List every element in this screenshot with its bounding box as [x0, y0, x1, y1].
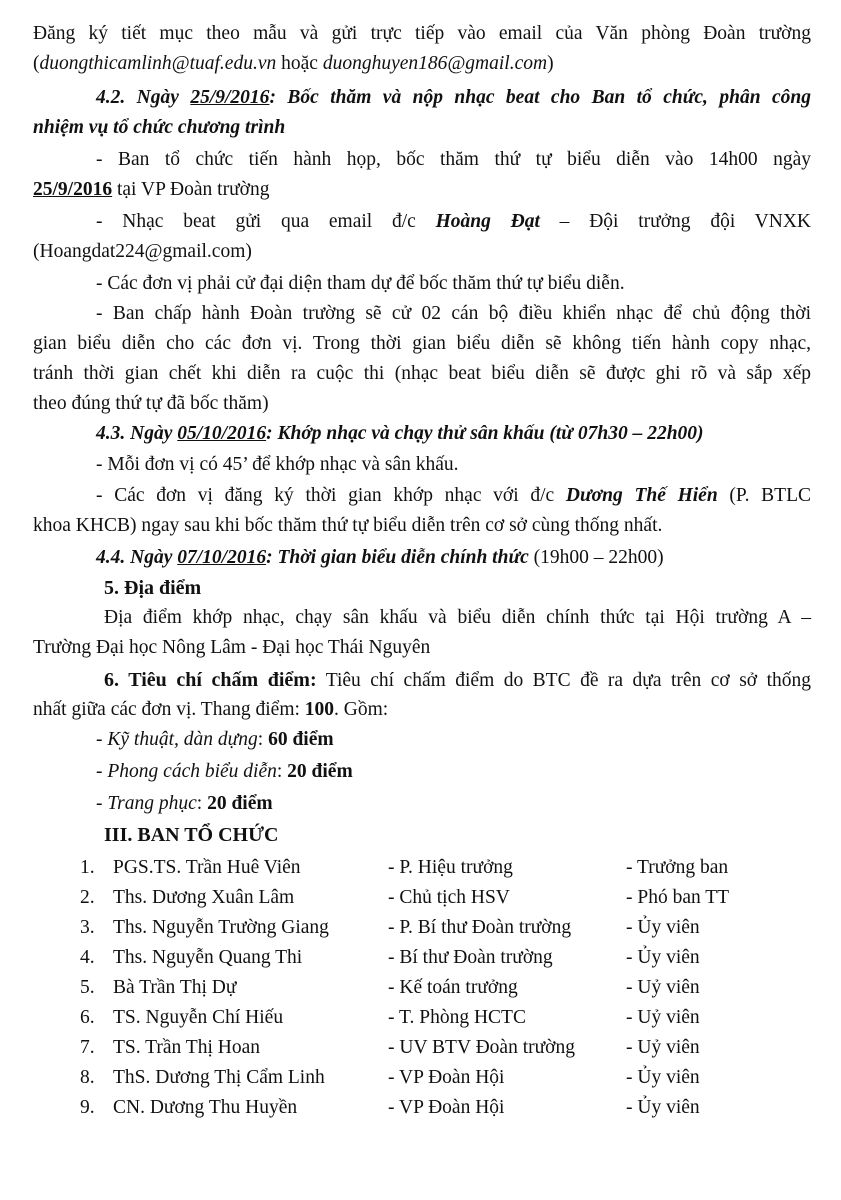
- paragraph: - Ban tổ chức tiến hành họp, bốc thăm thứ tự biểu diễn vào 14h00 ngày: [96, 149, 811, 170]
- paragraph: gian biểu diễn cho các đơn vị. Trong thời gian biểu diễn sẽ không tiến hành copy nhạc,: [33, 333, 811, 354]
- criteria-item: - Kỹ thuật, dàn dựng: 60 điểm: [96, 729, 334, 750]
- paragraph: - Ban chấp hành Đoàn trường sẽ cử 02 cán bộ điều khiển nhạc để chủ động thời: [96, 303, 811, 324]
- paragraph: Trường Đại học Nông Lâm - Đại học Thái Nguyên: [33, 637, 431, 658]
- paragraph: 25/9/2016 tại VP Đoàn trường: [33, 179, 270, 200]
- criteria-item: - Trang phục: 20 điểm: [96, 793, 273, 814]
- paragraph: nhất giữa các đơn vị. Thang điểm: 100. Gồm:: [33, 699, 389, 720]
- intro-emails: (duongthicamlinh@tuaf.edu.vn hoặc duonghuyen186@gmail.com): [33, 53, 554, 74]
- section-4-2-heading: 4.2. Ngày 25/9/2016: Bốc thăm và nộp nhạc beat cho Ban tổ chức, phân công: [96, 87, 811, 108]
- email-link[interactable]: duongthicamlinh@tuaf.edu.vn: [39, 53, 277, 74]
- criteria-item: - Phong cách biểu diễn: 20 điểm: [96, 761, 353, 782]
- paragraph: - Mỗi đơn vị có 45’ để khớp nhạc và sân khấu.: [96, 454, 459, 475]
- intro-line: Đăng ký tiết mục theo mẫu và gửi trực tiếp vào email của Văn phòng Đoàn trường: [33, 23, 811, 44]
- paragraph: - Nhạc beat gửi qua email đ/c Hoàng Đạt – Đội trưởng đội VNXK: [96, 211, 811, 232]
- paragraph: (Hoangdat224@gmail.com): [33, 241, 252, 262]
- section-6-heading: 6. Tiêu chí chấm điểm: Tiêu chí chấm điểm do BTC đề ra dựa trên cơ sở thống: [104, 669, 811, 691]
- document-page: Đăng ký tiết mục theo mẫu và gửi trực tiếp vào email của Văn phòng Đoàn trường (duongthicamlinh@tuaf.edu.vn hoặc duonghuyen186@gmail.com) 4.2. Ngày 25/9/2016: Bốc thăm và nộp nhạc beat cho Ban tổ chức, phân công nhiệm vụ tổ chức chương trình - Ban tổ chức tiến hành họp, bốc thăm thứ tự biểu diễn vào 14h00 ngày 25/9/2016 tại VP Đoàn trường - Nhạc beat gửi qua email đ/c Hoàng Đạt – Đội trưởng đội VNXK (Hoangdat224@gmail.com) - Các đơn vị phải cử đại diện tham dự để bốc thăm thứ tự biểu diễn. - Ban chấp hành Đoàn trường sẽ cử 02 cán bộ điều khiển nhạc để chủ động thời gian biểu diễn cho các đơn vị. Trong thời gian biểu diễn sẽ không tiến hành copy nhạc, tránh thời gian chết khi diễn ra cuộc thi (nhạc beat biểu diễn sẽ được ghi rõ và sắp xếp theo đúng thứ tự đã bốc thăm) 4.3. Ngày 05/10/2016: Khớp nhạc và chạy thử sân khấu (từ 07h30 – 22h00) - Mỗi đơn vị có 45’ để khớp nhạc và sân khấu. - Các đơn vị đăng ký thời gian khớp nhạc với đ/c Dương Thế Hiển (P. BTLC khoa KHCB) ngay sau khi bốc thăm thứ tự biểu diễn trên cơ sở cùng thống nhất. 4.4. Ngày 07/10/2016: Thời gian biểu diễn chính thức (19h00 – 22h00) 5. Địa điểm Địa điểm khớp nhạc, chạy sân khấu và biểu diễn chính thức tại Hội trường A – Trường Đại học Nông Lâm - Đại học Thái Nguyên 6. Tiêu chí chấm điểm: Tiêu chí chấm điểm do BTC đề ra dựa trên cơ sở thống nhất giữa các đơn vị. Thang điểm: 100. Gồm: - Kỹ thuật, dàn dựng: 60 điểm - Phong cách biểu diễn: 20 điểm - Trang phục: 20 điểm III. BAN TỔ CHỨC 1. PGS.TS. Trần Huê Viên - P. Hiệu trưởng - Trưởng ban 2. Ths. Dương Xuân Lâm - Chủ tịch HSV - Phó ban TT 3. Ths. Nguyễn Trường Giang - P. Bí thư Đoàn trường - Ủy viên 4. Ths. Nguyễn Quang Thi - Bí thư Đoàn trường - Ủy viên 5. Bà Trần Thị Dự - Kế toán trưởng - Uỷ viên 6. TS. Nguyễn Chí Hiếu - T. Phòng HCTC - Uỷ viên 7. TS. Trần Thị Hoan - UV BTV Đoàn trường - Uỷ viên 8. ThS. Dương Thị Cẩm Linh - VP Đoàn Hội - Ủy viên 9. CN. Dương Thu Huyền - VP Đoàn Hội - Ủy viên: [0, 0, 841, 1200]
- paragraph: khoa KHCB) ngay sau khi bốc thăm thứ tự biểu diễn trên cơ sở cùng thống nhất.: [33, 515, 663, 536]
- paragraph: tránh thời gian chết khi diễn ra cuộc thi (nhạc beat biểu diễn sẽ được ghi rõ và sắp xếp: [33, 363, 811, 384]
- paragraph: Địa điểm khớp nhạc, chạy sân khấu và biểu diễn chính thức tại Hội trường A –: [104, 607, 811, 628]
- section-4-4-heading: 4.4. Ngày 07/10/2016: Thời gian biểu diễn chính thức (19h00 – 22h00): [96, 547, 664, 568]
- email-link[interactable]: duonghuyen186@gmail.com: [322, 53, 548, 74]
- section-5-heading: 5. Địa điểm: [104, 577, 202, 599]
- paragraph: - Các đơn vị phải cử đại diện tham dự để bốc thăm thứ tự biểu diễn.: [96, 273, 625, 294]
- section-3-heading: III. BAN TỔ CHỨC: [104, 824, 279, 846]
- section-4-2-heading-cont: nhiệm vụ tổ chức chương trình: [33, 117, 286, 138]
- paragraph: theo đúng thứ tự đã bốc thăm): [33, 393, 269, 414]
- paragraph: - Các đơn vị đăng ký thời gian khớp nhạc với đ/c Dương Thế Hiển (P. BTLC: [96, 485, 812, 506]
- section-4-3-heading: 4.3. Ngày 05/10/2016: Khớp nhạc và chạy thử sân khấu (từ 07h30 – 22h00): [96, 423, 704, 444]
